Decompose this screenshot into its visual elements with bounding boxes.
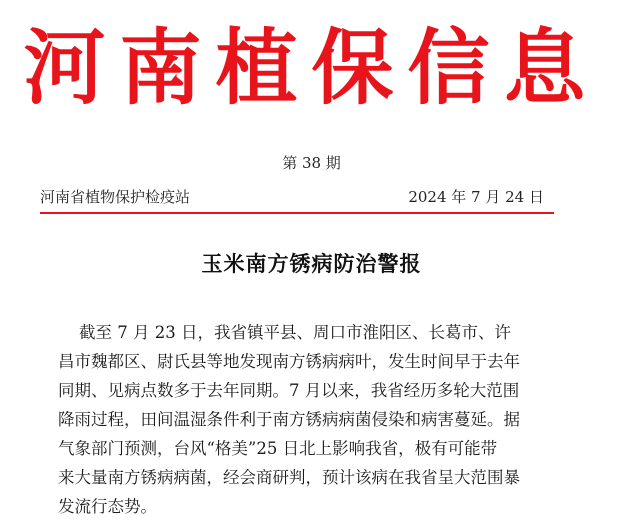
article-title: 玉米南方锈病防治警报 — [201, 251, 422, 276]
body-line: 来大量南方锈病病菌，经会商研判，预计该病在我省呈大范围暴 — [58, 468, 520, 487]
issue-date: 2024 年 7 月 24 日 — [408, 188, 544, 206]
article-body — [58, 318, 558, 521]
issuing-organization: 河南省植物保护检疫站 — [40, 188, 191, 206]
masthead-title: 河南植保信息 — [23, 20, 600, 116]
body-line: 降雨过程，田间温湿条件利于南方锈病病菌侵染和病害蔓延。据 — [58, 410, 520, 429]
body-line: 同期、见病点数多于去年同期。7 月以来，我省经历多轮大范围 — [58, 381, 520, 400]
red-divider-line — [40, 212, 554, 214]
body-line: 截至 7 月 23 日，我省镇平县、周口市淮阳区、长葛市、许 — [58, 323, 511, 342]
body-line: 气象部门预测，台风“格美”25 日北上影响我省，极有可能带 — [58, 439, 498, 458]
header-meta-row — [40, 186, 544, 207]
body-line: 昌市魏都区、尉氏县等地发现南方锈病病叶，发生时间早于去年 — [58, 352, 520, 371]
body-line: 发流行态势。 — [58, 497, 157, 516]
issue-number: 第 38 期 — [282, 154, 341, 172]
